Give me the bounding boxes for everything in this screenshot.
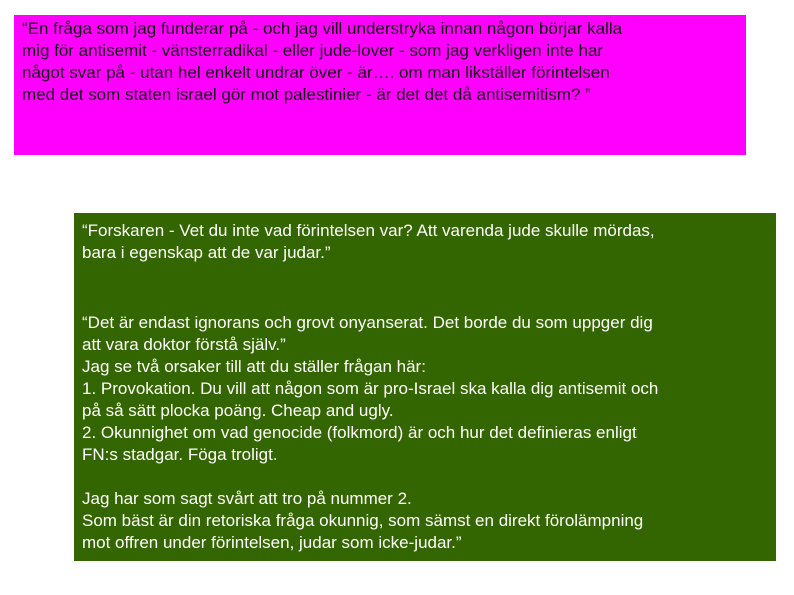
paragraph-gap [82, 466, 768, 488]
question-box [14, 15, 746, 155]
answer-paragraph-3-line: mot offren under förintelsen, judar som icke-judar.” [82, 533, 462, 552]
answer-paragraph-2-line: Jag se två orsaker till att du ställer frågan här: [82, 357, 426, 376]
answer-paragraph-2-line: FN:s stadgar. Föga troligt. [82, 445, 278, 464]
answer-paragraph-3-line: Som bäst är din retoriska fråga okunnig, som sämst en direkt förolämpning [82, 511, 644, 530]
answer-paragraph-2-line: “Det är endast ignorans och grovt onyanserat. Det borde du som uppger dig [82, 313, 653, 332]
answer-paragraph-1-line: “Forskaren - Vet du inte vad förintelsen var? Att varenda jude skulle mördas, [82, 221, 655, 240]
question-line: med det som staten israel gör mot palestinier - är det det då antisemitism? ” [22, 85, 591, 104]
paragraph-gap [82, 264, 768, 290]
answer-paragraph-2-line: 2. Okunnighet om vad genocide (folkmord) är och hur det definieras enligt [82, 423, 637, 442]
answer-paragraph-2-line: att vara doktor förstå själv.” [82, 335, 286, 354]
paragraph-gap [82, 290, 768, 312]
question-line: “En fråga som jag funderar på - och jag vill understryka innan någon börjar kalla [22, 19, 623, 38]
answer-box [74, 213, 776, 561]
answer-paragraph-3-line: Jag har som sagt svårt att tro på nummer 2. [82, 489, 412, 508]
question-line: mig för antisemit - vänsterradikal - eller jude-lover - som jag verkligen inte har [22, 41, 604, 60]
question-line: något svar på - utan hel enkelt undrar över - är…. om man likställer förintelsen [22, 63, 610, 82]
answer-paragraph-2-line: på så sätt plocka poäng. Cheap and ugly. [82, 401, 394, 420]
answer-paragraph-2-line: 1. Provokation. Du vill att någon som är pro-Israel ska kalla dig antisemit och [82, 379, 659, 398]
answer-paragraph-1-line: bara i egenskap att de var judar.” [82, 243, 331, 262]
